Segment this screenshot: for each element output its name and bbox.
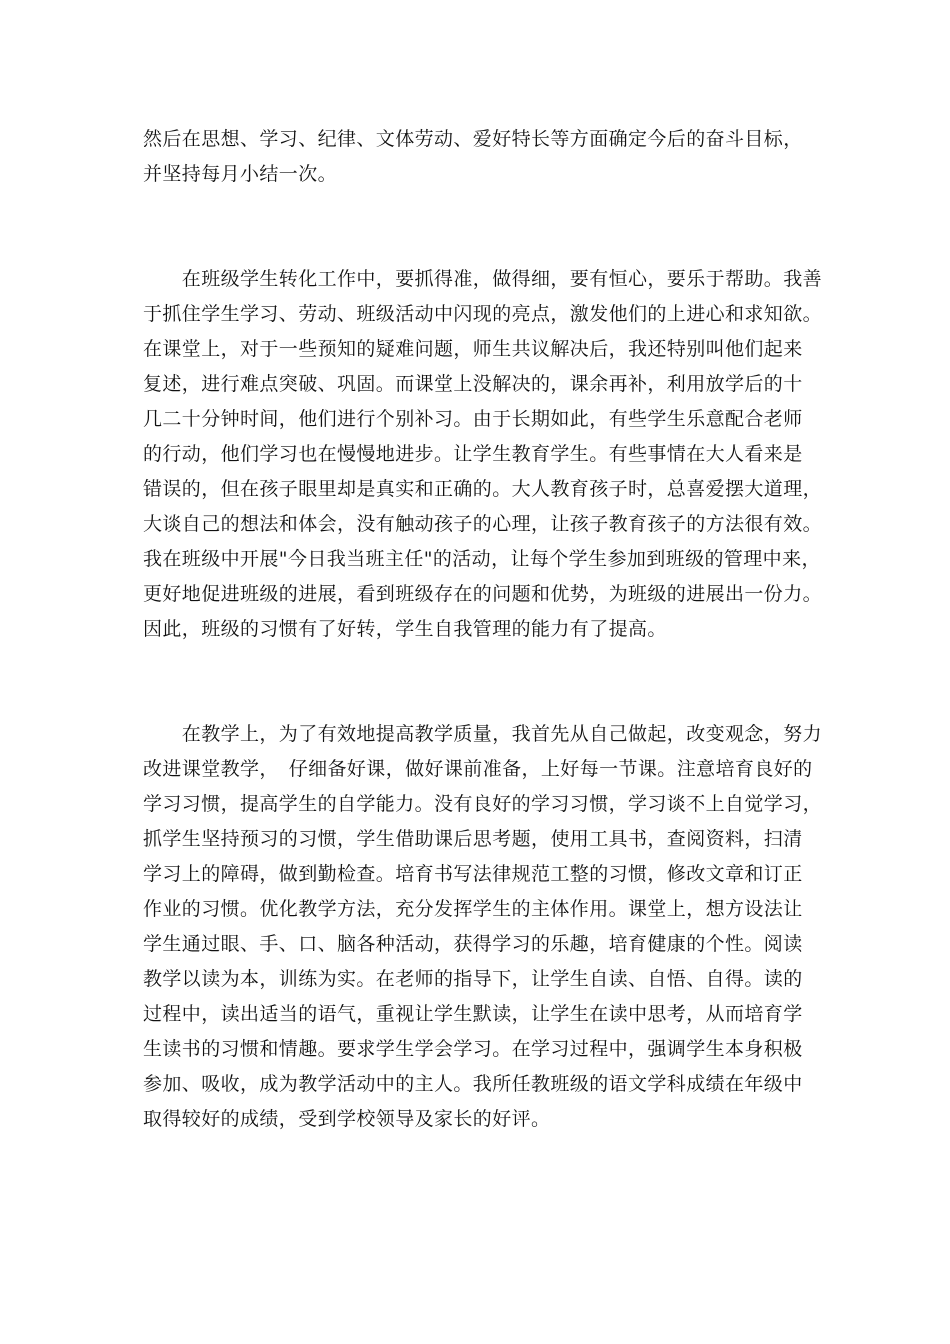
paragraph-2-line-8: 大谈自己的想法和体会，没有触动孩子的心理，让孩子教育孩子的方法很有效。: [143, 513, 823, 535]
paragraph-3-line-7: 学生通过眼、手、口、脑各种活动，获得学习的乐趣，培育健康的个性。阅读: [143, 933, 803, 955]
paragraph-3-line-12: 取得较好的成绩，受到学校领导及家长的好评。: [143, 1108, 551, 1130]
paragraph-3-line-6: 作业的习惯。优化教学方法，充分发挥学生的主体作用。课堂上，想方设法让: [143, 898, 803, 920]
paragraph-3-line-8: 教学以读为本，训练为实。在老师的指导下，让学生自读、自悟、自得。读的: [143, 968, 803, 990]
paragraph-3-line-10: 生读书的习惯和情趣。要求学生学会学习。在学习过程中，强调学生本身积极: [143, 1038, 803, 1060]
paragraph-1-line-1: 然后在思想、学习、纪律、文体劳动、爱好特长等方面确定今后的奋斗目标，: [143, 128, 803, 150]
paragraph-2-line-5: 几二十分钟时间，他们进行个别补习。由于长期如此，有些学生乐意配合老师: [143, 408, 803, 430]
paragraph-2-line-4: 复述，进行难点突破、巩固。而课堂上没解决的，课余再补，利用放学后的十: [143, 373, 803, 395]
paragraph-3-line-3: 学习习惯，提高学生的自学能力。没有良好的学习习惯，学习谈不上自觉学习，: [143, 793, 823, 815]
paragraph-2-line-1: 在班级学生转化工作中，要抓得准，做得细，要有恒心，要乐于帮助。我善: [143, 268, 823, 290]
paragraph-3-line-5: 学习上的障碍，做到勤检查。培育书写法律规范工整的习惯，修改文章和订正: [143, 863, 803, 885]
paragraph-2-line-6: 的行动，他们学习也在慢慢地进步。让学生教育学生。有些事情在大人看来是: [143, 443, 803, 465]
paragraph-3-line-4: 抓学生坚持预习的习惯，学生借助课后思考题，使用工具书，查阅资料，扫清: [143, 828, 803, 850]
paragraph-1-line-2: 并坚持每月小结一次。: [143, 163, 338, 185]
paragraph-2-line-10: 更好地促进班级的进展，看到班级存在的问题和优势，为班级的进展出一份力。: [143, 583, 823, 605]
paragraph-3-line-9: 过程中，读出适当的语气，重视让学生默读，让学生在读中思考，从而培育学: [143, 1003, 803, 1025]
paragraph-2-line-11: 因此，班级的习惯有了好转，学生自我管理的能力有了提高。: [143, 618, 667, 640]
paragraph-3-line-11: 参加、吸收，成为教学活动中的主人。我所任教班级的语文学科成绩在年级中: [143, 1073, 803, 1095]
paragraph-2-line-9: 我在班级中开展"今日我当班主任"的活动，让每个学生参加到班级的管理中来，: [143, 548, 821, 570]
paragraph-3-line-1: 在教学上，为了有效地提高教学质量，我首先从自己做起，改变观念，努力: [143, 723, 823, 745]
paragraph-3-line-2: 改进课堂教学， 仔细备好课，做好课前准备，上好每一节课。注意培育良好的: [143, 758, 813, 780]
paragraph-2-line-7: 错误的，但在孩子眼里却是真实和正确的。大人教育孩子时，总喜爱摆大道理，: [143, 478, 823, 500]
paragraph-2-line-3: 在课堂上，对于一些预知的疑难问题，师生共议解决后，我还特别叫他们起来: [143, 338, 803, 360]
paragraph-2-line-2: 于抓住学生学习、劳动、班级活动中闪现的亮点，激发他们的上进心和求知欲。: [143, 303, 823, 325]
